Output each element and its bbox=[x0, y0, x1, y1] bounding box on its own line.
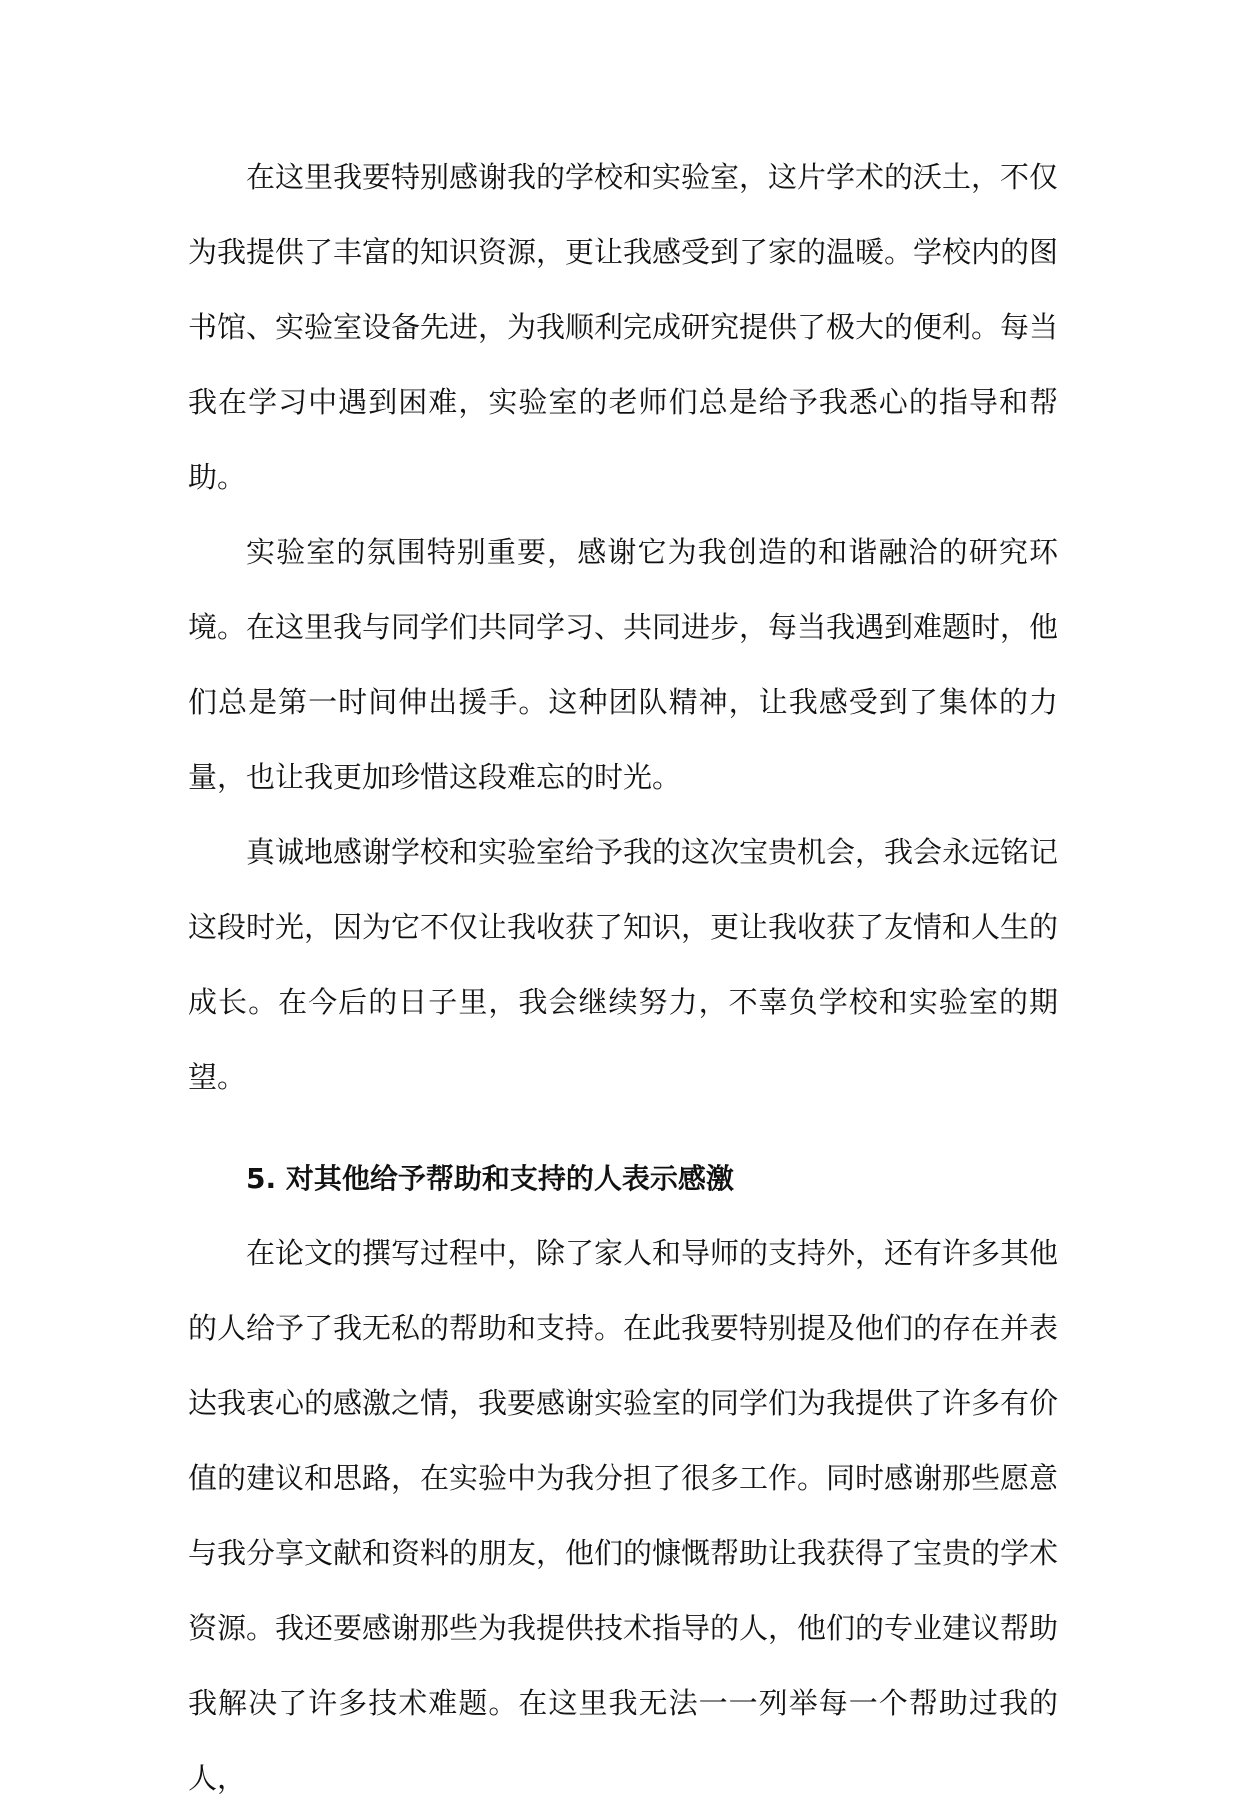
paragraph-sincere-thanks: 真诚地感谢学校和实验室给予我的这次宝贵机会，我会永远铭记这段时光，因为它不仅让我收获了知识，更让我收获了友情和人生的成长。在今后的日子里，我会继续努力，不辜负学校和实验室的期望。 bbox=[188, 835, 1059, 1094]
paragraph-school-lab: 在这里我要特别感谢我的学校和实验室，这片学术的沃土，不仅为我提供了丰富的知识资源，更让我感受到了家的温暖。学校内的图书馆、实验室设备先进，为我顺利完成研究提供了极大的便利。每当我在学习中遇到困难，实验室的老师们总是给予我悉心的指导和帮助。 bbox=[188, 160, 1059, 494]
section-heading: 5. 对其他给予帮助和支持的人表示感激 bbox=[246, 1162, 734, 1195]
document-body bbox=[188, 140, 1058, 1816]
paragraph-lab-atmosphere: 实验室的氛围特别重要，感谢它为我创造的和谐融洽的研究环境。在这里我与同学们共同学习、共同进步，每当我遇到难题时，他们总是第一时间伸出援手。这种团队精神，让我感受到了集体的力量，也让我更加珍惜这段难忘的时光。 bbox=[188, 535, 1059, 794]
paragraph-other-helpers: 在论文的撰写过程中，除了家人和导师的支持外，还有许多其他的人给予了我无私的帮助和支持。在此我要特别提及他们的存在并表达我衷心的感激之情，我要感谢实验室的同学们为我提供了许多有价值的建议和思路，在实验中为我分担了很多工作。同时感谢那些愿意与我分享文献和资料的朋友，他们的慷慨帮助让我获得了宝贵的学术资源。我还要感谢那些为我提供技术指导的人，他们的专业建议帮助我解决了许多技术难题。在这里我无法一一列举每一个帮助过我的人， bbox=[188, 1236, 1059, 1795]
